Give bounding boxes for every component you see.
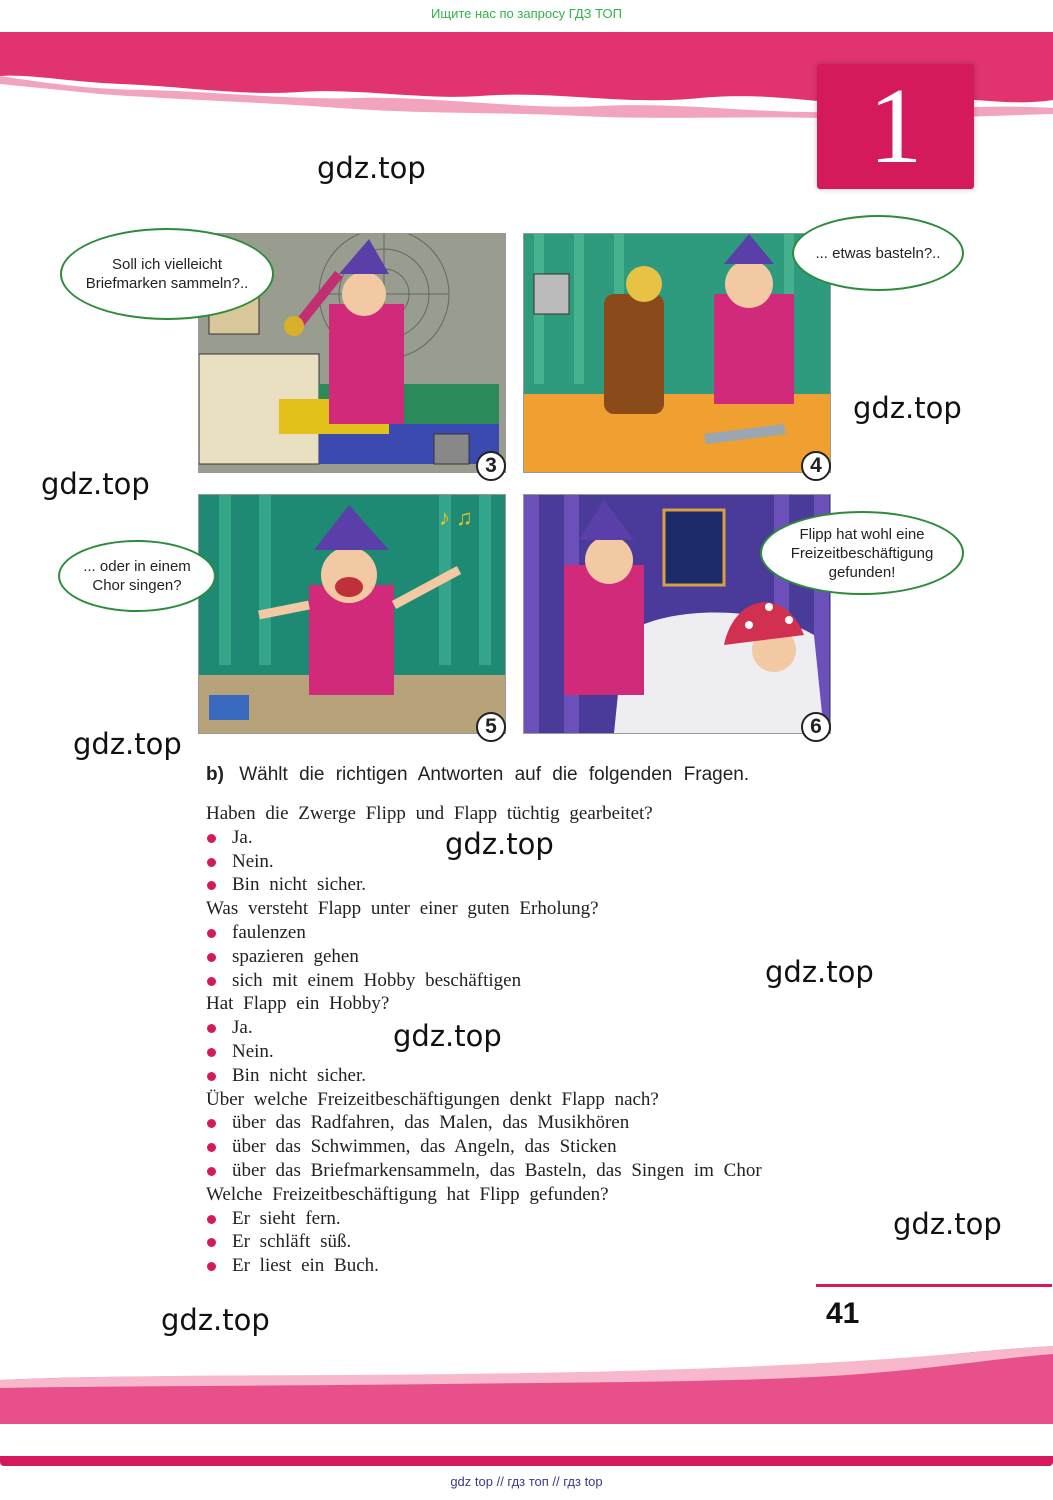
task-instruction	[206, 764, 749, 786]
answer-option[interactable]: Er schläft süß.	[206, 1230, 826, 1254]
panel-number-badge: 6	[801, 712, 831, 742]
answer-option[interactable]: sich mit einem Hobby beschäftigen	[206, 969, 826, 993]
answer-option[interactable]: Bin nicht sicher.	[206, 1064, 826, 1088]
watermark: gdz.top	[317, 151, 426, 185]
speech-bubble: Soll ich vielleicht Briefmarken sammeln?..	[60, 228, 274, 320]
answer-option[interactable]: spazieren gehen	[206, 945, 826, 969]
answer-option[interactable]: Er liest ein Buch.	[206, 1254, 826, 1278]
answer-option[interactable]: Er sieht fern.	[206, 1207, 826, 1231]
question: Welche Freizeitbeschäftigung hat Flipp gefunden?	[206, 1183, 609, 1205]
answer-option[interactable]: Nein.	[206, 850, 826, 874]
chapter-number-box: 1	[817, 64, 974, 189]
watermark: gdz.top	[445, 827, 554, 861]
panel-number-badge: 3	[476, 451, 506, 481]
page-number-rule	[816, 1284, 1052, 1287]
answer-option[interactable]: Ja.	[206, 1016, 826, 1040]
footer-rule	[0, 1456, 1053, 1466]
question-list	[206, 802, 826, 1278]
comic-panel-4	[523, 233, 831, 473]
speech-bubble: ... etwas basteln?..	[792, 215, 964, 291]
watermark: gdz.top	[161, 1303, 270, 1337]
panel-number-badge: 5	[476, 712, 506, 742]
watermark: gdz.top	[893, 1207, 1002, 1241]
answer-option[interactable]: faulenzen	[206, 921, 826, 945]
footer-text: gdz top // гдз топ // гдз top	[450, 1474, 603, 1489]
task-text: Wählt die richtigen Antworten auf die folgenden Fragen.	[239, 764, 750, 785]
answer-option[interactable]: Ja.	[206, 826, 826, 850]
watermark: gdz.top	[765, 955, 874, 989]
watermark: gdz.top	[853, 391, 962, 425]
question: Hat Flapp ein Hobby?	[206, 993, 390, 1015]
top-note: Ищите нас по запросу ГДЗ ТОП	[431, 6, 622, 21]
svg-text:♪ ♫: ♪ ♫	[439, 505, 473, 530]
watermark: gdz.top	[393, 1019, 502, 1053]
watermark: gdz.top	[73, 727, 182, 761]
watermark: gdz.top	[41, 467, 150, 501]
panel-5-illustration	[199, 495, 505, 733]
question: Haben die Zwerge Flipp und Flapp tüchtig gearbeitet?	[206, 803, 653, 824]
answer-option[interactable]: Nein.	[206, 1040, 826, 1064]
answer-option[interactable]: über das Schwimmen, das Angeln, das Sticken	[206, 1135, 826, 1159]
question: Was versteht Flapp unter einer guten Erholung?	[206, 898, 599, 920]
speech-bubble: ... oder in einem Chor singen?	[58, 540, 216, 612]
comic-panel-5	[198, 494, 506, 734]
answer-option[interactable]: über das Briefmarkensammeln, das Basteln, das Singen im Chor	[206, 1159, 826, 1183]
page-number: 41	[826, 1297, 860, 1330]
task-label: b)	[206, 764, 224, 785]
panel-number-badge: 4	[801, 451, 831, 481]
panel-4-illustration	[524, 234, 830, 472]
question: Über welche Freizeitbeschäftigungen denkt Flapp nach?	[206, 1088, 659, 1110]
answer-option[interactable]: über das Radfahren, das Malen, das Musikhören	[206, 1111, 826, 1135]
footer-banner	[0, 1340, 1053, 1430]
answer-option[interactable]: Bin nicht sicher.	[206, 873, 826, 897]
speech-bubble: Flipp hat wohl eine Freizeitbeschäftigung gefunden!	[760, 511, 964, 595]
